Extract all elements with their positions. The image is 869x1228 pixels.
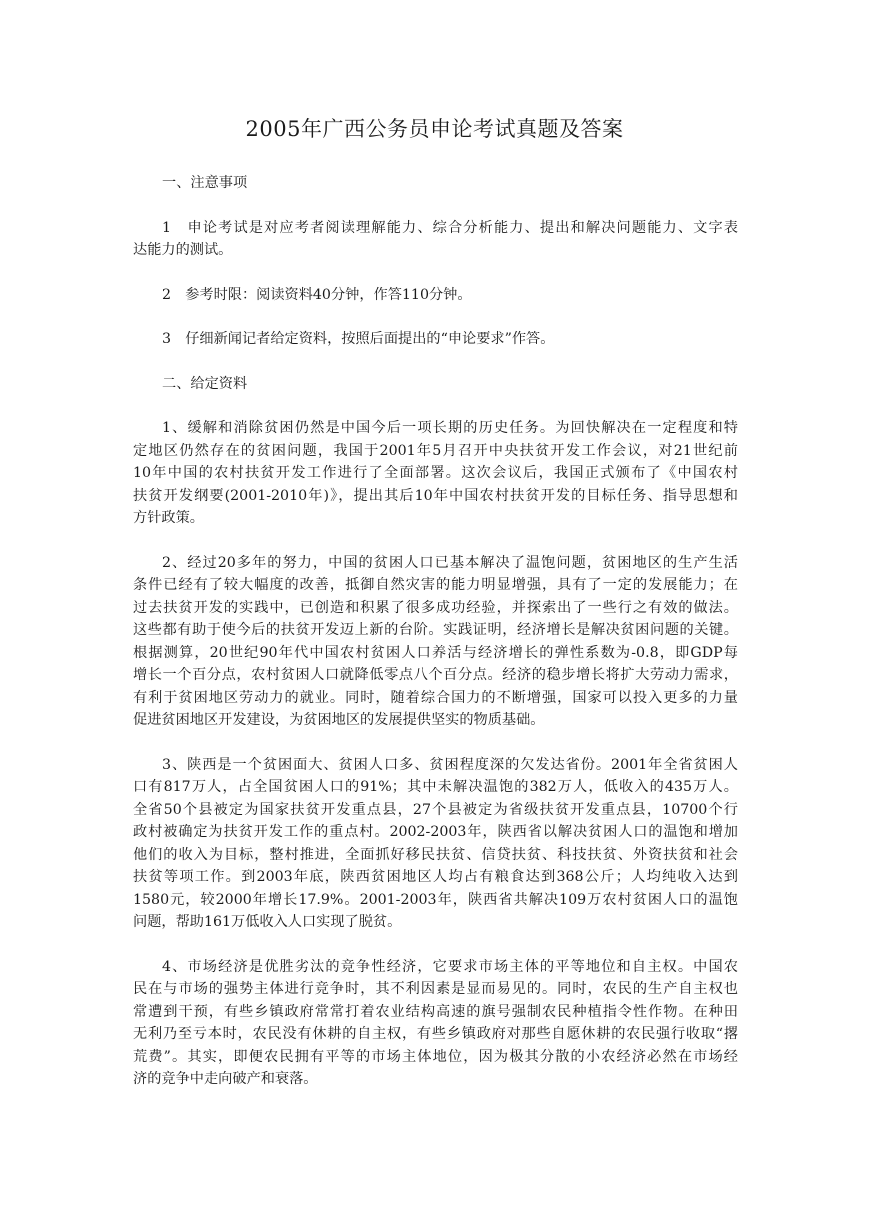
paragraph-line: 3、陕西是一个贫困面大、贫困人口多、贫困程度深的欠发达省份。2001年全省贫困人 [162,756,738,773]
paragraph-line: 常遭到干预，有些乡镇政府常常打着农业结构高速的旗号强制农民种植指令性作物。在种田 [133,1003,738,1020]
document-title: 2005年广西公务员申论考试真题及答案 [245,117,624,141]
paragraph-line: 3 仔细新闻记者给定资料，按照后面提出的“申论要求”作答。 [162,331,555,347]
paragraph-line: 民在与市场的强势主体进行竞争时，其不利因素是显而易见的。同时，农民的生产自主权也 [133,981,738,997]
note-paragraph-1 [133,217,738,262]
note-paragraph-3 [133,328,738,351]
paragraph-line: 2 参考时限：阅读资料40分钟，作答110分钟。 [162,286,472,303]
document-body [133,172,738,1113]
paragraph-line: 1、缓解和消除贫困仍然是中国今后一项长期的历史任务。为回快解决在一定程度和特 [162,420,738,436]
material-paragraph-3 [133,754,738,934]
paragraph-line: 问题，帮助161万低收入人口实现了脱贫。 [133,914,402,930]
paragraph-line: 方针政策。 [133,510,204,526]
materials-list [133,417,738,1091]
note-paragraph-2 [133,284,738,307]
paragraph-line: 过去扶贫开发的实践中，已创造和积累了很多成功经验，并探索出了一些行之有效的做法。 [133,599,738,616]
paragraph-line: 达能力的测试。 [133,242,233,258]
paragraph-line: 他们的收入为目标，整村推进，全面抓好移民扶贫、信贷扶贫、科技扶贫、外资扶贫和社会 [133,846,738,863]
paragraph-line: 扶贫开发纲要(2001-2010年)》，提出其后10年中国农村扶贫开发的目标任务、指导思想和 [133,487,738,504]
paragraph-line: 促进贫困地区开发建设，为贫困地区的发展提供坚实的物质基础。 [133,712,545,728]
paragraph-line: 口有817万人，占全国贫困人口的91%；其中未解决温饱的382万人，低收入的435万人。 [133,779,738,795]
material-paragraph-1 [133,417,738,530]
paragraph-line: 济的竞争中走向破产和衰落。 [133,1071,318,1087]
paragraph-line: 增长一个百分点，农村贫困人口就降低零点八个百分点。经济的稳步增长将扩大劳动力需求， [133,667,738,683]
paragraph-line: 政村被确定为扶贫开发工作的重点村。2002-2003年，陕西省以解决贫困人口的温饱和增加 [133,824,738,840]
paragraph-line: 根据测算，20世纪90年代中国农村贫困人口养活与经济增长的弹性系数为-0.8，即GDP每 [133,644,738,661]
material-paragraph-4 [133,956,738,1091]
paragraph-line: 条件已经有了较大幅度的改善，抵御自然灾害的能力明显增强，具有了一定的发展能力；在 [133,577,738,593]
paragraph-line: 4、市场经济是优胜劣汰的竞争性经济，它要求市场主体的平等地位和自主权。中国农 [162,958,738,975]
paragraph-line: 扶贫等项工作。到2003年底，陕西贫困地区人均占有粮食达到368公斤；人均纯收入达到 [133,869,738,885]
paragraph-line: 有利于贫困地区劳动力的就业。同时，随着综合国力的不断增强，国家可以投入更多的力量 [133,689,738,706]
paragraph-line: 无利乃至亏本时，农民没有休耕的自主权，有些乡镇政府对那些自愿休耕的农民强行收取“撂 [133,1026,738,1042]
section-heading-notes: 一、注意事项 [162,175,248,191]
paragraph-line: 这些都有助于使今后的扶贫开发迈上新的台阶。实践证明，经济增长是解决贫困问题的关键。 [133,622,738,638]
section-heading-materials: 二、给定资料 [162,375,248,392]
paragraph-line: 1 申论考试是对应考者阅读理解能力、综合分析能力、提出和解决问题能力、文字表 [162,219,738,236]
paragraph-line: 荒费”。其实，即便农民拥有平等的市场主体地位，因为极其分散的小农经济必然在市场经 [133,1048,738,1065]
paragraph-line: 定地区仍然存在的贫困问题，我国于2001年5月召开中央扶贫开发工作会议，对21世纪前 [133,442,738,459]
paragraph-line: 10年中国的农村扶贫开发工作进行了全面部署。这次会议后，我国正式颁布了《中国农村 [133,465,738,481]
notes-list [133,217,738,351]
material-paragraph-2 [133,552,738,732]
paragraph-line: 1580元，较2000年增长17.9%。2001-2003年，陕西省共解决109万农村贫困人口的温饱 [133,891,738,908]
paragraph-line: 全省50个县被定为国家扶贫开发重点县，27个县被定为省级扶贫开发重点县，10700个行 [133,801,738,818]
paragraph-line: 2、经过20多年的努力，中国的贫困人口已基本解决了温饱问题，贫困地区的生产生活 [162,554,738,571]
